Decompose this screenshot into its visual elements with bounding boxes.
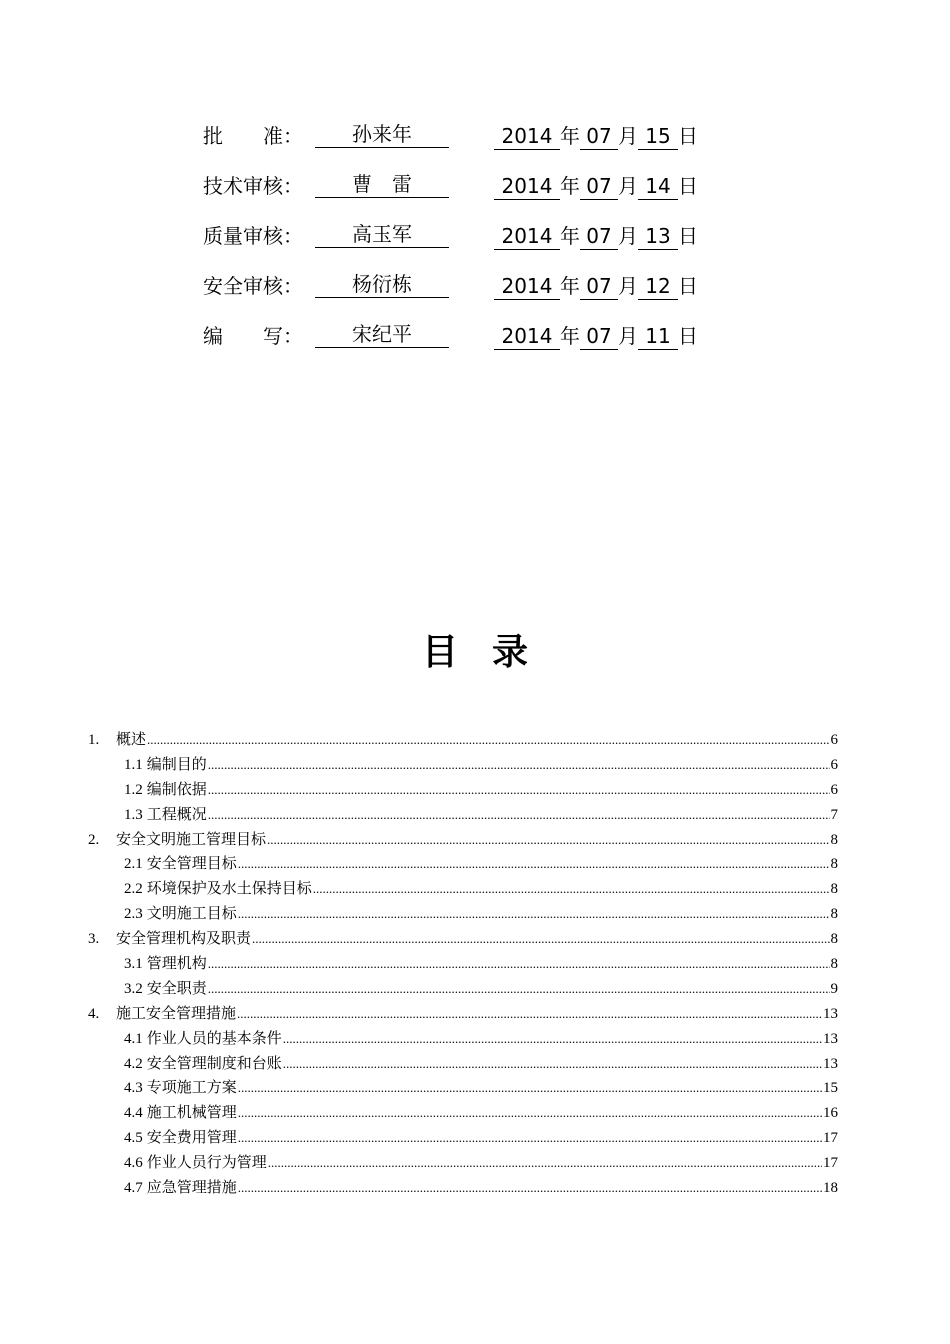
approver-name: 高玉军 [315, 221, 449, 248]
toc-title: 目录 [421, 631, 562, 673]
year-unit: 年 [560, 124, 580, 148]
toc-entry-number: 1.3 [124, 806, 143, 823]
toc-entry-page: 17 [823, 1155, 838, 1172]
toc-entry-number: 4.1 [124, 1030, 143, 1047]
toc-entry-number: 3.1 [124, 956, 143, 973]
toc-entry-page: 18 [823, 1180, 838, 1197]
approval-date [494, 321, 698, 351]
toc-entry-page: 13 [823, 1030, 838, 1047]
toc-entry-page: 8 [830, 856, 838, 873]
toc-entry[interactable] [88, 753, 838, 778]
toc-entry-title: 安全文明施工管理目标 [116, 831, 267, 848]
toc-dot-leader [268, 1151, 822, 1176]
toc-entry-title: 编制目的 [146, 756, 207, 773]
approver-name: 孙来年 [315, 121, 449, 148]
date-month: 07 [580, 223, 618, 250]
approver-name: 曹 雷 [315, 171, 449, 198]
toc-entry-title: 专项施工方案 [146, 1080, 237, 1097]
toc-entry-page: 13 [823, 1005, 838, 1022]
date-month: 07 [580, 123, 618, 150]
year-unit: 年 [560, 224, 580, 248]
date-day: 14 [638, 173, 678, 200]
date-month: 07 [580, 323, 618, 350]
toc-entry-title: 编制依据 [146, 781, 207, 798]
toc-entry-title: 应急管理措施 [146, 1180, 237, 1197]
month-unit: 月 [618, 224, 638, 248]
date-day: 15 [638, 123, 678, 150]
toc-dot-leader [283, 1027, 822, 1052]
toc-entry[interactable] [88, 803, 838, 828]
toc-entry[interactable] [88, 877, 838, 902]
approval-label: 批 准： [203, 124, 303, 148]
toc-entry[interactable] [88, 1101, 838, 1126]
toc-dot-leader [208, 952, 830, 977]
year-unit: 年 [560, 174, 580, 198]
toc-entry-title: 安全管理制度和台账 [146, 1055, 282, 1072]
toc-dot-leader [313, 877, 830, 902]
toc-entry-page: 7 [830, 806, 838, 823]
toc-entry-title: 施工安全管理措施 [116, 1005, 237, 1022]
toc-entry[interactable] [88, 1126, 838, 1151]
year-unit: 年 [560, 324, 580, 348]
toc-entry[interactable] [88, 902, 838, 927]
approval-date [494, 171, 698, 201]
toc-entry-page: 8 [830, 931, 838, 948]
toc-entry-page: 8 [830, 831, 838, 848]
month-unit: 月 [618, 124, 638, 148]
toc-entry-number: 1.2 [124, 781, 143, 798]
toc-entry-number: 3. [88, 931, 100, 948]
toc-dot-leader [208, 778, 830, 803]
toc-entry-number: 2.1 [124, 856, 143, 873]
toc-entry[interactable] [88, 1076, 838, 1101]
toc-dot-leader [208, 803, 830, 828]
date-month: 07 [580, 173, 618, 200]
toc-entry[interactable] [88, 1052, 838, 1077]
date-day: 13 [638, 223, 678, 250]
toc-entry-number: 4.2 [124, 1055, 143, 1072]
toc-entry-page: 9 [830, 980, 838, 997]
toc-entry-number: 4.7 [124, 1180, 143, 1197]
toc-entry[interactable] [88, 927, 838, 952]
toc-dot-leader [238, 852, 830, 877]
toc-entry-title: 概述 [116, 732, 147, 748]
toc-entry-title: 文明施工目标 [146, 906, 237, 923]
toc-entry-page: 8 [830, 956, 838, 973]
toc-entry-page: 17 [823, 1130, 838, 1147]
toc-entry[interactable] [88, 1002, 838, 1027]
year-unit: 年 [560, 274, 580, 298]
approval-label: 技术审核： [203, 174, 303, 198]
table-of-contents [88, 728, 838, 1201]
day-unit: 日 [678, 174, 698, 198]
approval-date [494, 271, 698, 301]
toc-entry-title: 施工机械管理 [146, 1105, 237, 1122]
approver-name: 宋纪平 [315, 321, 449, 348]
month-unit: 月 [618, 274, 638, 298]
approval-label: 安全审核： [203, 274, 303, 298]
approval-label: 质量审核： [203, 224, 303, 248]
toc-entry-number: 1. [88, 732, 100, 748]
toc-dot-leader [238, 1101, 822, 1126]
date-year: 2014 [494, 223, 560, 250]
toc-entry-title: 作业人员行为管理 [146, 1155, 267, 1172]
toc-dot-leader [252, 927, 829, 952]
toc-entry-title: 作业人员的基本条件 [146, 1030, 282, 1047]
approval-date [494, 221, 698, 251]
toc-dot-leader [237, 1002, 822, 1027]
toc-entry-title: 安全费用管理 [146, 1130, 237, 1147]
toc-entry-number: 4.4 [124, 1105, 143, 1122]
toc-dot-leader [267, 828, 829, 853]
toc-entry-page: 15 [823, 1080, 838, 1097]
approval-date [494, 121, 698, 151]
toc-dot-leader [208, 753, 830, 778]
toc-entry-title: 环境保护及水土保持目标 [146, 881, 312, 898]
toc-dot-leader [238, 1176, 822, 1201]
toc-entry[interactable] [88, 1027, 838, 1052]
toc-entry-page: 8 [830, 906, 838, 923]
date-month: 07 [580, 273, 618, 300]
toc-entry-number: 4.5 [124, 1130, 143, 1147]
toc-entry[interactable] [88, 977, 838, 1002]
toc-entry[interactable] [88, 728, 838, 753]
date-year: 2014 [494, 273, 560, 300]
toc-entry[interactable] [88, 952, 838, 977]
toc-entry-title: 安全管理目标 [146, 856, 237, 873]
toc-entry-number: 3.2 [124, 980, 143, 997]
toc-entry-page: 6 [830, 756, 838, 773]
toc-entry-title: 安全职责 [146, 980, 207, 997]
toc-entry-number: 2. [88, 831, 100, 848]
toc-entry-page: 13 [823, 1055, 838, 1072]
toc-entry-page: 16 [823, 1105, 838, 1122]
approver-name: 杨衍栋 [315, 271, 449, 298]
toc-entry[interactable] [88, 778, 838, 803]
day-unit: 日 [678, 324, 698, 348]
toc-entry-title: 工程概况 [146, 806, 207, 823]
day-unit: 日 [678, 124, 698, 148]
toc-dot-leader [147, 728, 829, 753]
date-day: 11 [638, 323, 678, 350]
toc-entry-title: 管理机构 [146, 956, 207, 973]
approval-label: 编 写： [203, 324, 303, 348]
toc-entry-page: 6 [830, 732, 838, 748]
day-unit: 日 [678, 224, 698, 248]
toc-entry[interactable] [88, 852, 838, 877]
toc-entry-title: 安全管理机构及职责 [116, 931, 252, 948]
date-day: 12 [638, 273, 678, 300]
day-unit: 日 [678, 274, 698, 298]
toc-entry-number: 2.3 [124, 906, 143, 923]
toc-entry[interactable] [88, 828, 838, 853]
date-year: 2014 [494, 173, 560, 200]
toc-dot-leader [238, 902, 830, 927]
toc-entry-number: 4.3 [124, 1080, 143, 1097]
toc-entry-page: 8 [830, 881, 838, 898]
month-unit: 月 [618, 174, 638, 198]
toc-dot-leader [208, 977, 830, 1002]
date-year: 2014 [494, 123, 560, 150]
toc-entry-number: 1.1 [124, 756, 143, 773]
toc-entry-number: 2.2 [124, 881, 143, 898]
toc-entry-number: 4.6 [124, 1155, 143, 1172]
toc-dot-leader [283, 1052, 822, 1077]
toc-dot-leader [238, 1076, 822, 1101]
date-year: 2014 [494, 323, 560, 350]
month-unit: 月 [618, 324, 638, 348]
toc-dot-leader [238, 1126, 822, 1151]
toc-entry[interactable] [88, 1176, 838, 1201]
toc-entry-number: 4. [88, 1005, 100, 1022]
toc-entry-page: 6 [830, 781, 838, 798]
toc-entry[interactable] [88, 1151, 838, 1176]
